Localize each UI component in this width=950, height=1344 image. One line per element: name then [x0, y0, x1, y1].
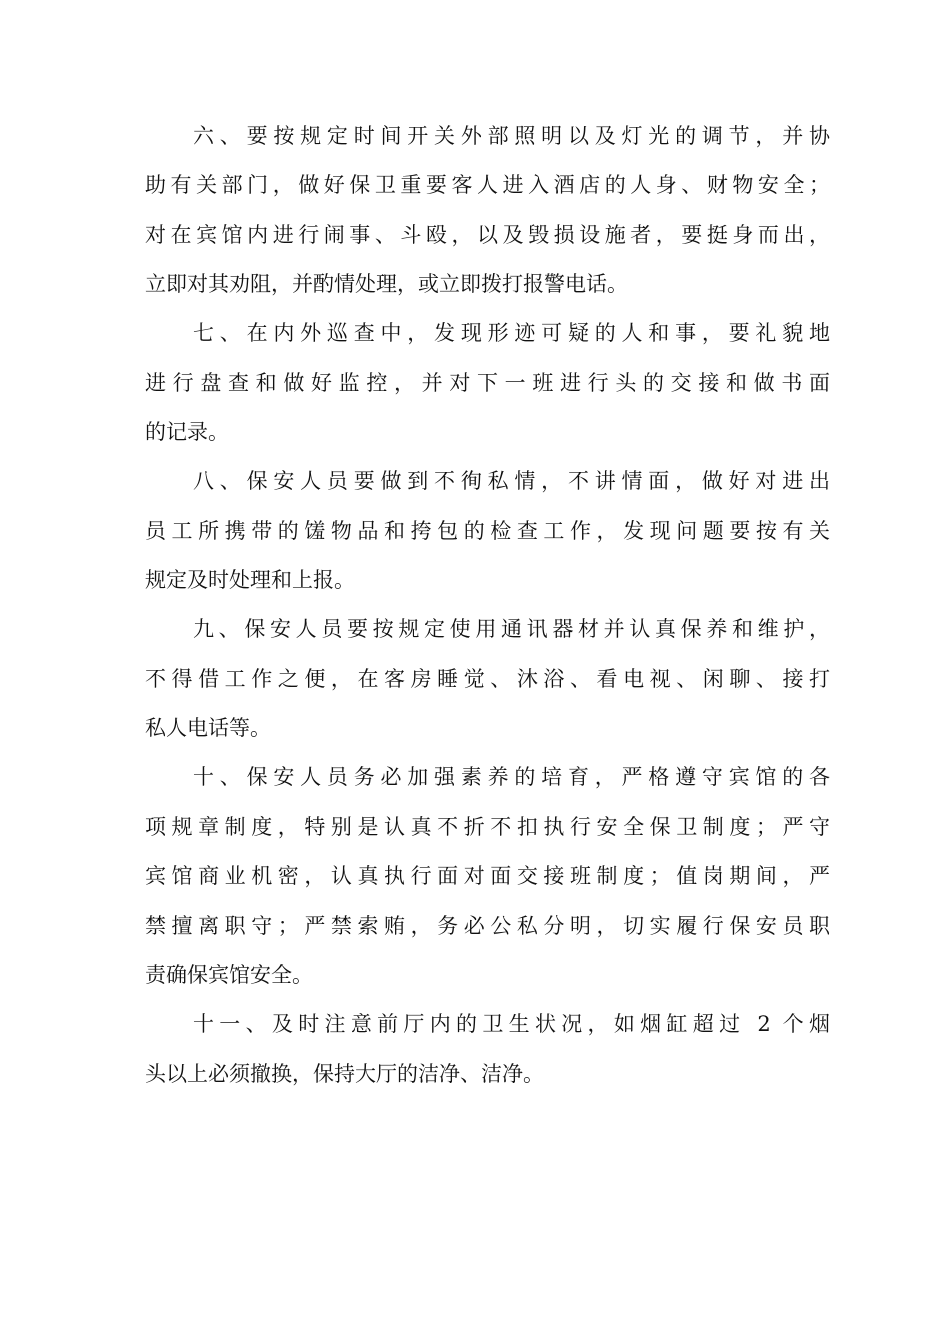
paragraph-11-line-2: 头以上必须撤换，保持大厅的洁净、洁净。	[145, 1062, 544, 1086]
paragraph-6-line-4: 立即对其劝阻，并酌情处理，或立即拨打报警电话。	[145, 272, 628, 296]
paragraph-7-line-3: 的记录。	[145, 420, 229, 444]
paragraph-7-line-1: 七、在内外巡查中，发现形迹可疑的人和事，要礼貌地	[193, 321, 830, 345]
paragraph-6-line-1: 六、要按规定时间开关外部照明以及灯光的调节，并协	[193, 124, 830, 148]
paragraph-8-line-2: 员工所携带的馐物品和挎包的检查工作，发现问题要按有关	[145, 519, 830, 543]
paragraph-8-line-1: 八、保安人员要做到不徇私情，不讲情面，做好对进出	[193, 469, 830, 493]
paragraph-10-line-1: 十、保安人员务必加强素养的培育，严格遵守宾馆的各	[193, 765, 830, 789]
paragraph-11-line-1: 十一、及时注意前厅内的卫生状况，如烟缸超过 2 个烟	[193, 1012, 830, 1036]
paragraph-9-line-3: 私人电话等。	[145, 716, 271, 740]
paragraph-10-line-2: 项规章制度，特别是认真不折不扣执行安全保卫制度；严守	[145, 815, 830, 839]
paragraph-9-line-1: 九、保安人员要按规定使用通讯器材并认真保养和维护，	[193, 617, 830, 641]
paragraph-10-line-4: 禁擅离职守；严禁索贿，务必公私分明，切实履行保安员职	[145, 914, 830, 938]
paragraph-10-line-3: 宾馆商业机密，认真执行面对面交接班制度；值岗期间，严	[145, 864, 830, 888]
paragraph-9-line-2: 不得借工作之便，在客房睡觉、沐浴、看电视、闲聊、接打	[145, 667, 830, 691]
paragraph-6-line-3: 对在宾馆内进行闹事、斗殴，以及毁损设施者，要挺身而出，	[145, 223, 830, 247]
paragraph-10-line-5: 责确保宾馆安全。	[145, 963, 313, 987]
paragraph-6-line-2: 助有关部门，做好保卫重要客人进入酒店的人身、财物安全；	[145, 173, 830, 197]
paragraph-7-line-2: 进行盘查和做好监控，并对下一班进行头的交接和做书面	[145, 371, 830, 395]
paragraph-8-line-3: 规定及时处理和上报。	[145, 568, 355, 592]
